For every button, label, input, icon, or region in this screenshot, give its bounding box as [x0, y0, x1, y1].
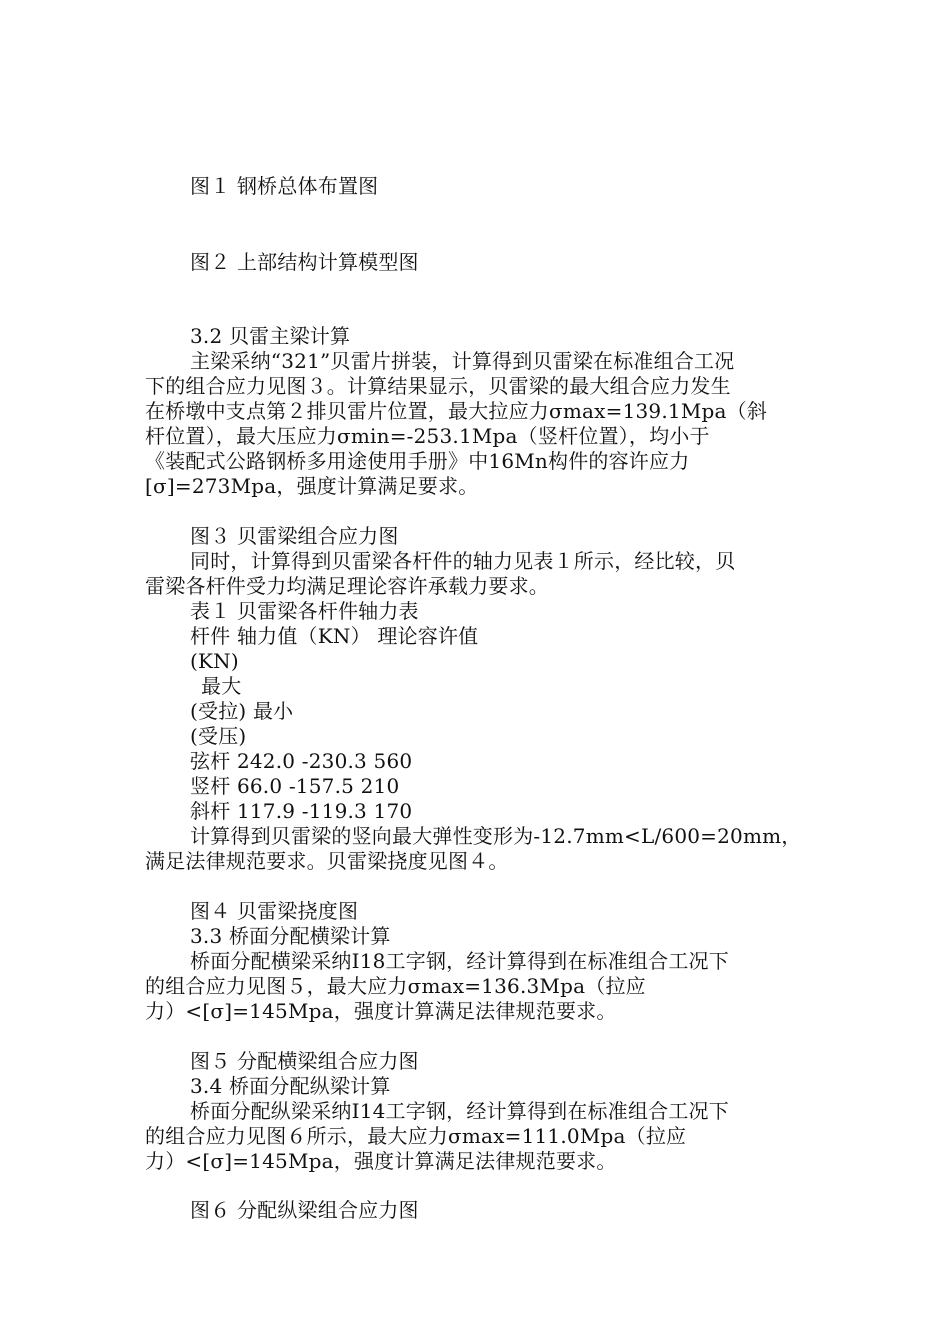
section-3-4-heading: 3.4 桥面分配纵梁计算 — [190, 1074, 391, 1098]
figure-3-caption: 图３ 贝雷梁组合应力图 — [190, 524, 399, 548]
figure-5-caption: 图５ 分配横梁组合应力图 — [190, 1049, 419, 1073]
paragraph-line: 下的组合应力见图３。计算结果显示，贝雷梁的最大组合应力发生 — [145, 374, 731, 398]
paragraph-line: 杆位置），最大压应力σmin=-253.1Mpa（竖杆位置），均小于 — [145, 424, 710, 448]
figure-2-caption: 图２ 上部结构计算模型图 — [190, 250, 419, 274]
table-header-line: 杆件 轴力值（KN） 理论容许值 — [190, 624, 479, 648]
paragraph-line: 《装配式公路钢桥多用途使用手册》中16Mn构件的容许应力 — [145, 449, 690, 473]
figure-1-caption: 图１ 钢桥总体布置图 — [190, 174, 379, 198]
table-row: 弦杆 242.0 -230.3 560 — [190, 749, 413, 773]
paragraph-line: 桥面分配横梁采纳I18工字钢，经计算得到在标准组合工况下 — [190, 949, 729, 973]
figure-4-caption: 图４ 贝雷梁挠度图 — [190, 899, 359, 923]
paragraph-line: 雷梁各杆件受力均满足理论容许承载力要求。 — [145, 574, 549, 598]
table-header-line: 最大 — [201, 674, 242, 698]
paragraph-line: 力）<[σ]=145Mpa，强度计算满足法律规范要求。 — [145, 1149, 617, 1173]
paragraph-line: [σ]=273Mpa，强度计算满足要求。 — [145, 474, 479, 498]
table-header-line: (KN) — [190, 649, 239, 673]
section-3-3-heading: 3.3 桥面分配横梁计算 — [190, 924, 391, 948]
figure-6-caption: 图６ 分配纵梁组合应力图 — [190, 1198, 419, 1222]
paragraph-line: 在桥墩中支点第２排贝雷片位置，最大拉应力σmax=139.1Mpa（斜 — [145, 399, 768, 423]
section-3-2-heading: 3.2 贝雷主梁计算 — [190, 324, 351, 348]
table-1-title: 表１ 贝雷梁各杆件轴力表 — [190, 599, 419, 623]
paragraph-line: 的组合应力见图６所示，最大应力σmax=111.0Mpa（拉应 — [145, 1124, 687, 1148]
paragraph-line: 主梁采纳“321”贝雷片拼装，计算得到贝雷梁在标准组合工况 — [190, 349, 735, 373]
paragraph-line: 计算得到贝雷梁的竖向最大弹性变形为-12.7mm<L/600=20mm， — [190, 824, 802, 848]
table-row: 斜杆 117.9 -119.3 170 — [190, 799, 413, 823]
paragraph-line: 同时，计算得到贝雷梁各杆件的轴力见表１所示，经比较，贝 — [190, 549, 736, 573]
table-header-line: (受拉) 最小 — [190, 699, 294, 723]
table-header-line: (受压) — [190, 724, 247, 748]
paragraph-line: 的组合应力见图５，最大应力σmax=136.3Mpa（拉应 — [145, 974, 646, 998]
table-row: 竖杆 66.0 -157.5 210 — [190, 774, 400, 798]
paragraph-line: 满足法律规范要求。贝雷梁挠度见图４。 — [145, 849, 509, 873]
paragraph-line: 桥面分配纵梁采纳I14工字钢，经计算得到在标准组合工况下 — [190, 1099, 729, 1123]
paragraph-line: 力）<[σ]=145Mpa，强度计算满足法律规范要求。 — [145, 999, 617, 1023]
